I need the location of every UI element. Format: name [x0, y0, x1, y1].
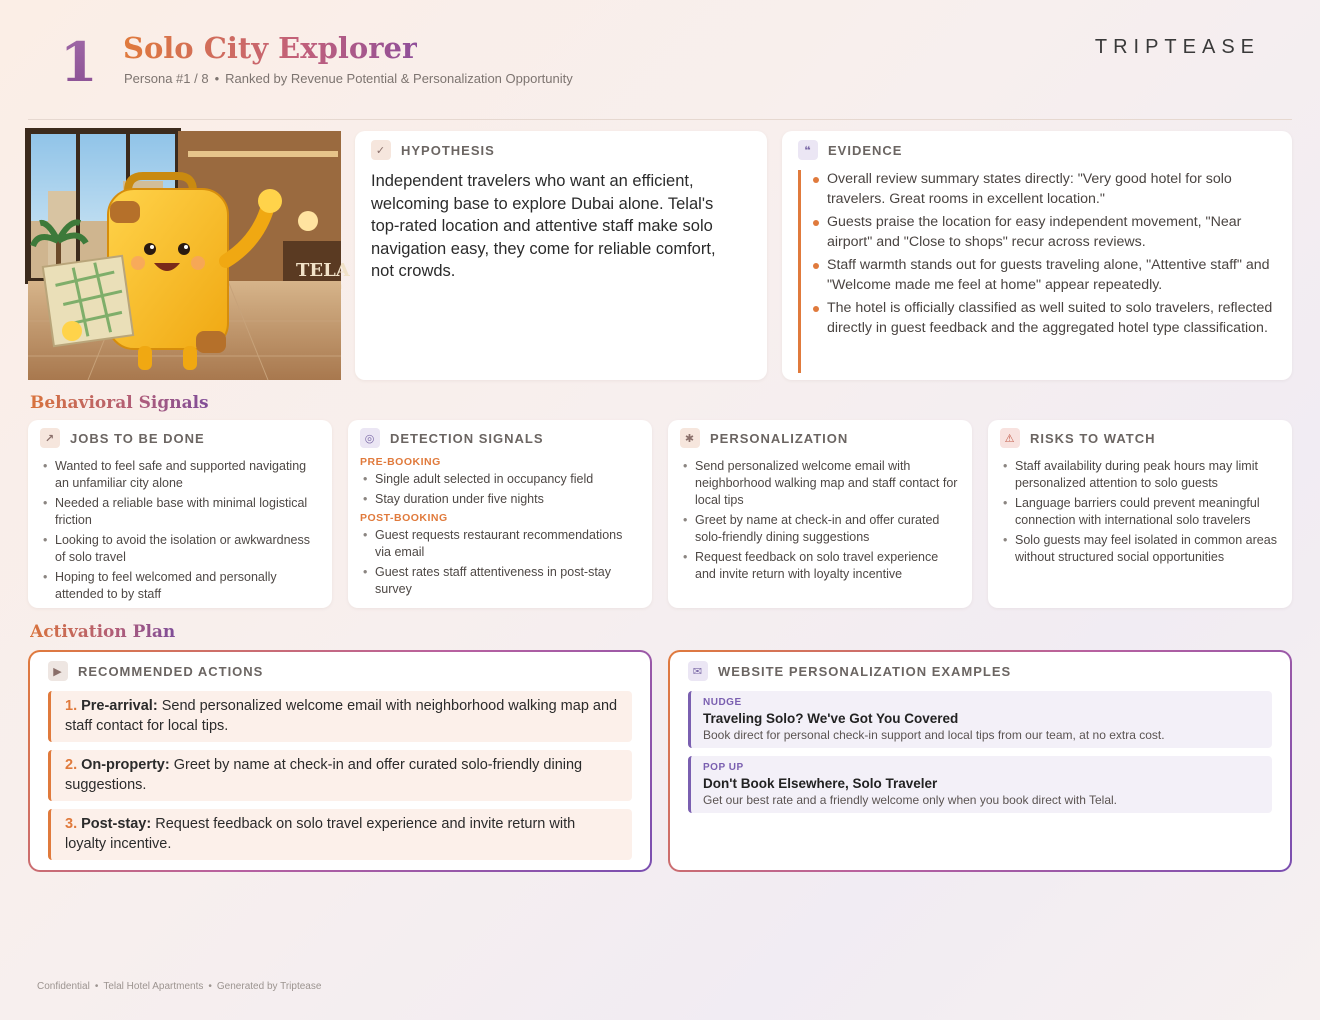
- warning-icon: ⚠: [1000, 428, 1020, 448]
- evidence-item: The hotel is officially classified as well suited to solo travelers, reflected directly in guest feedback and the aggregated hotel type classification.: [811, 299, 1276, 338]
- checkmark-icon: ✓: [371, 140, 391, 160]
- post-booking-list: [360, 527, 640, 598]
- action-text: Greet by name at check-in and offer curated solo-friendly dining suggestions.: [65, 757, 583, 793]
- pre-booking-list: [360, 471, 640, 508]
- list-item: • Hoping to feel welcomed and personally attended to by staff: [40, 569, 320, 603]
- detection-heading: DETECTION SIGNALS: [390, 430, 544, 446]
- rank-description: Ranked by Revenue Potential & Personalization Opportunity: [225, 71, 573, 86]
- evidence-list: [811, 170, 1276, 338]
- activation-plan-title: Activation Plan: [30, 622, 176, 642]
- footer-hotel: Telal Hotel Apartments: [103, 981, 204, 992]
- risks-list: [1000, 458, 1280, 566]
- personalization-header: [680, 428, 960, 448]
- page-title: Solo City Explorer: [123, 31, 418, 65]
- hypothesis-heading: HYPOTHESIS: [401, 142, 495, 158]
- actions-header: [48, 661, 632, 681]
- list-item: • Request feedback on solo travel experience and invite return with loyalty incentive: [680, 549, 960, 583]
- page-subtitle: Persona #1 / 8 • Ranked by Revenue Potential & Personalization Opportunity: [124, 71, 573, 86]
- example-headline: Traveling Solo? We've Got You Covered: [703, 711, 959, 726]
- list-item: • Language barriers could prevent meaningful connection with international solo travelers: [1000, 495, 1280, 529]
- action-text: Send personalized welcome email with neighborhood walking map and staff contact for local tips.: [65, 698, 618, 734]
- jobs-list: [40, 458, 320, 603]
- evidence-header: [798, 140, 1276, 160]
- footer-confidential: Confidential: [37, 981, 90, 992]
- page-footer: Confidential • Telal Hotel Apartments • Generated by Triptease: [37, 981, 322, 992]
- persona-illustration: [28, 131, 350, 380]
- action-text: Request feedback on solo travel experience and invite return with loyalty incentive.: [65, 816, 576, 852]
- list-item: • Greet by name at check-in and offer curated solo-friendly dining suggestions: [680, 512, 960, 546]
- hypothesis-text: Independent travelers who want an efficient, welcoming base to explore Dubai alone. Telal's top-rated location and attentive staff make solo navigation easy, they come for reliable comfort, not crowds.: [371, 172, 716, 280]
- action-item: [48, 750, 632, 801]
- persona-number: 1: [60, 30, 98, 94]
- example-body: Get our best rate and a friendly welcome only when you book direct with Telal.: [703, 793, 1117, 807]
- action-number: 3.: [65, 816, 78, 832]
- action-item: [48, 809, 632, 860]
- play-icon: ▶: [48, 661, 68, 681]
- risks-header: [1000, 428, 1280, 448]
- list-item: • Needed a reliable base with minimal logistical friction: [40, 495, 320, 529]
- website-personalization-card: [668, 650, 1292, 872]
- envelope-icon: ✉: [688, 661, 708, 681]
- hypothesis-card: [355, 131, 767, 380]
- personalization-card: [668, 420, 972, 608]
- evidence-card: [782, 131, 1292, 380]
- action-label: Pre-arrival:: [81, 698, 158, 714]
- hypothesis-header: [371, 140, 751, 160]
- list-item: • Stay duration under five nights: [360, 491, 640, 508]
- website-header: [688, 661, 1272, 681]
- list-item: • Looking to avoid the isolation or awkwardness of solo travel: [40, 532, 320, 566]
- jobs-to-be-done-card: [28, 420, 332, 608]
- website-example: [688, 756, 1272, 813]
- list-item: • Staff availability during peak hours may limit personalized attention to solo guests: [1000, 458, 1280, 492]
- trend-arrow-icon: ↗: [40, 428, 60, 448]
- behavioral-signals-title: Behavioral Signals: [30, 393, 209, 413]
- actions-heading: RECOMMENDED ACTIONS: [78, 663, 264, 679]
- brand-logo: TRIPTEASE: [1094, 36, 1260, 58]
- list-item: • Wanted to feel safe and supported navigating an unfamiliar city alone: [40, 458, 320, 492]
- persona-count: Persona #1 / 8: [124, 71, 209, 86]
- sparkle-icon: ✱: [680, 428, 700, 448]
- radar-icon: ◎: [360, 428, 380, 448]
- hotel-sign-text: TELA: [296, 260, 350, 281]
- action-label: On-property:: [81, 757, 170, 773]
- jobs-heading: JOBS TO BE DONE: [70, 430, 205, 446]
- post-booking-label: POST-BOOKING: [360, 512, 448, 524]
- suitcase-mascot-image: [28, 131, 350, 380]
- action-number: 2.: [65, 757, 78, 773]
- example-body: Book direct for personal check-in support and local tips from our team, at no extra cost.: [703, 728, 1165, 742]
- detection-header: [360, 428, 640, 448]
- list-item: • Solo guests may feel isolated in common areas without structured social opportunities: [1000, 532, 1280, 566]
- list-item: • Send personalized welcome email with neighborhood walking map and staff contact for local tips: [680, 458, 960, 509]
- personalization-heading: PERSONALIZATION: [710, 430, 849, 446]
- action-number: 1.: [65, 698, 78, 714]
- example-tag: NUDGE: [703, 697, 742, 708]
- evidence-heading: EVIDENCE: [828, 142, 903, 158]
- jobs-header: [40, 428, 320, 448]
- risks-card: [988, 420, 1292, 608]
- action-label: Post-stay:: [81, 816, 152, 832]
- footer-generated: Generated by Triptease: [216, 981, 322, 992]
- quote-icon: ❝: [798, 140, 818, 160]
- website-heading: WEBSITE PERSONALIZATION EXAMPLES: [718, 663, 1012, 679]
- header-divider: [28, 119, 1292, 120]
- evidence-list-container: [798, 170, 1276, 373]
- pre-booking-label: PRE-BOOKING: [360, 456, 441, 468]
- action-item: [48, 691, 632, 742]
- risks-heading: RISKS TO WATCH: [1030, 430, 1156, 446]
- evidence-item: Staff warmth stands out for guests traveling alone, "Attentive staff" and "Welcome made me feel at home" appear repeatedly.: [811, 256, 1276, 295]
- evidence-item: Overall review summary states directly: "Very good hotel for solo travelers. Great rooms in excellent location.": [811, 170, 1276, 209]
- detection-signals-card: [348, 420, 652, 608]
- evidence-item: Guests praise the location for easy independent movement, "Near airport" and "Close to shops" recur across reviews.: [811, 213, 1276, 252]
- list-item: • Single adult selected in occupancy field: [360, 471, 640, 488]
- list-item: • Guest rates staff attentiveness in post-stay survey: [360, 564, 640, 598]
- recommended-actions-card: [28, 650, 652, 872]
- personalization-list: [680, 458, 960, 583]
- example-tag: POP UP: [703, 762, 744, 773]
- list-item: • Guest requests restaurant recommendations via email: [360, 527, 640, 561]
- example-headline: Don't Book Elsewhere, Solo Traveler: [703, 776, 938, 791]
- website-example: [688, 691, 1272, 748]
